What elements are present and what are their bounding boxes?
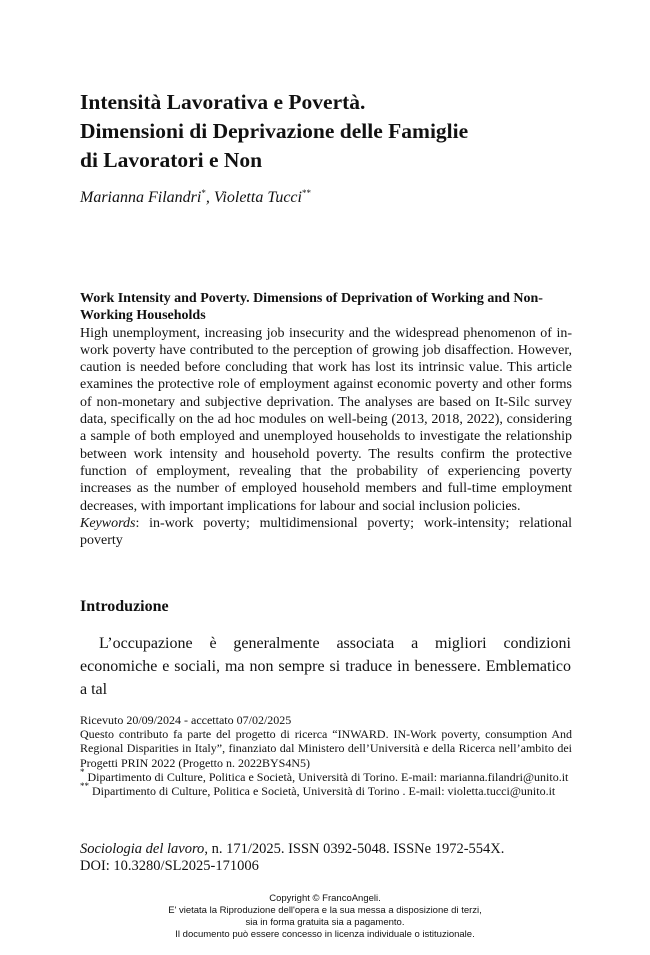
- affiliation-note-2: [80, 781, 572, 799]
- journal-details: , n. 171/2025. ISSN 0392-5048. ISSNe 1972-554X.: [204, 841, 505, 857]
- doi: DOI: 10.3280/SL2025-171006: [80, 858, 259, 874]
- note-1-text: Dipartimento di Culture, Politica e Società, Università di Torino. E-mail: marianna.filandri@unito.it: [84, 769, 569, 784]
- author-separator: ,: [205, 189, 214, 206]
- keywords-list: : in-work poverty; multidimensional poverty; work-intensity; relational poverty: [80, 515, 572, 549]
- section-heading: Introduzione: [80, 598, 169, 615]
- note-1-mark: *: [80, 766, 85, 777]
- note-2-mark: **: [80, 781, 89, 792]
- abstract: [80, 290, 572, 549]
- author-2-footnote-mark: **: [301, 188, 311, 198]
- author-2: Violetta Tucci: [213, 189, 302, 206]
- abstract-text: High unemployment, increasing job insecurity and the widespread phenomenon of in-work poverty have contributed to the perception of growing job disaffection. However, caution is needed before concluding that work has lost its intrinsic value. This article examines the protective role of employment against economic poverty and other forms of non-monetary and subjective deprivation. The analyses are based on It-Silc survey data, specifically on the ad hoc modules on well-being (2013, 2018, 2022), considering a sample of both employed and unemployed households to investigate the relationship between work intensity and household poverty. The results confirm the protective function of employment, revealing that the probability of experiencing poverty increases as the number of employed household members and full-time employment decreases, with important implications for labour and social inclusion policies.: [80, 325, 572, 514]
- note-2-text: Dipartimento di Culture, Politica e Società, Università di Torino . E-mail: violetta.tucci@unito.it: [89, 784, 556, 799]
- funding-note: Questo contributo fa parte del progetto di ricerca “INWARD. IN-Work poverty, consumption And Regional Disparities in Italy”, finanziato dal Ministero dell’Università e della Ricerca nell’ambito dei Progetti PRIN 2022 (Progetto n. 2022BYS4N5): [80, 727, 572, 770]
- title-line-1: Intensità Lavorativa e Povertà.: [80, 90, 366, 114]
- affiliation-note-1: [80, 766, 572, 784]
- author-1-footnote-mark: *: [201, 188, 206, 198]
- title-line-3: di Lavoratori e Non: [80, 148, 263, 172]
- keywords-label: Keywords: [80, 515, 136, 531]
- journal-citation: [80, 841, 572, 875]
- abstract-title: Work Intensity and Poverty. Dimensions of Deprivation of Working and Non-Working Households: [80, 291, 543, 324]
- received-date: Ricevuto 20/09/2024 - accettato 07/02/2025: [80, 713, 292, 727]
- copyright-line-1: Copyright © FrancoAngeli.: [269, 893, 381, 904]
- article-title: [80, 88, 580, 175]
- copyright-notice: [80, 893, 570, 941]
- intro-paragraph: L’occupazione è generalmente associata a migliori condizioni economiche e sociali, ma non sempre si traduce in benessere. Emblematico a tal: [80, 635, 571, 698]
- copyright-line-4: Il documento può essere concesso in licenza individuale o istituzionale.: [175, 929, 475, 940]
- copyright-line-3: sia in forma gratuita sia a pagamento.: [245, 917, 405, 928]
- footnotes: [80, 713, 572, 798]
- journal-name: Sociologia del lavoro: [80, 841, 205, 857]
- author-list: [80, 189, 311, 207]
- copyright-line-2: E' vietata la Riproduzione dell'opera e la sua messa a disposizione di terzi,: [168, 905, 482, 916]
- title-line-2: Dimensioni di Deprivazione delle Famiglie: [80, 119, 469, 143]
- author-1: Marianna Filandri: [80, 189, 202, 206]
